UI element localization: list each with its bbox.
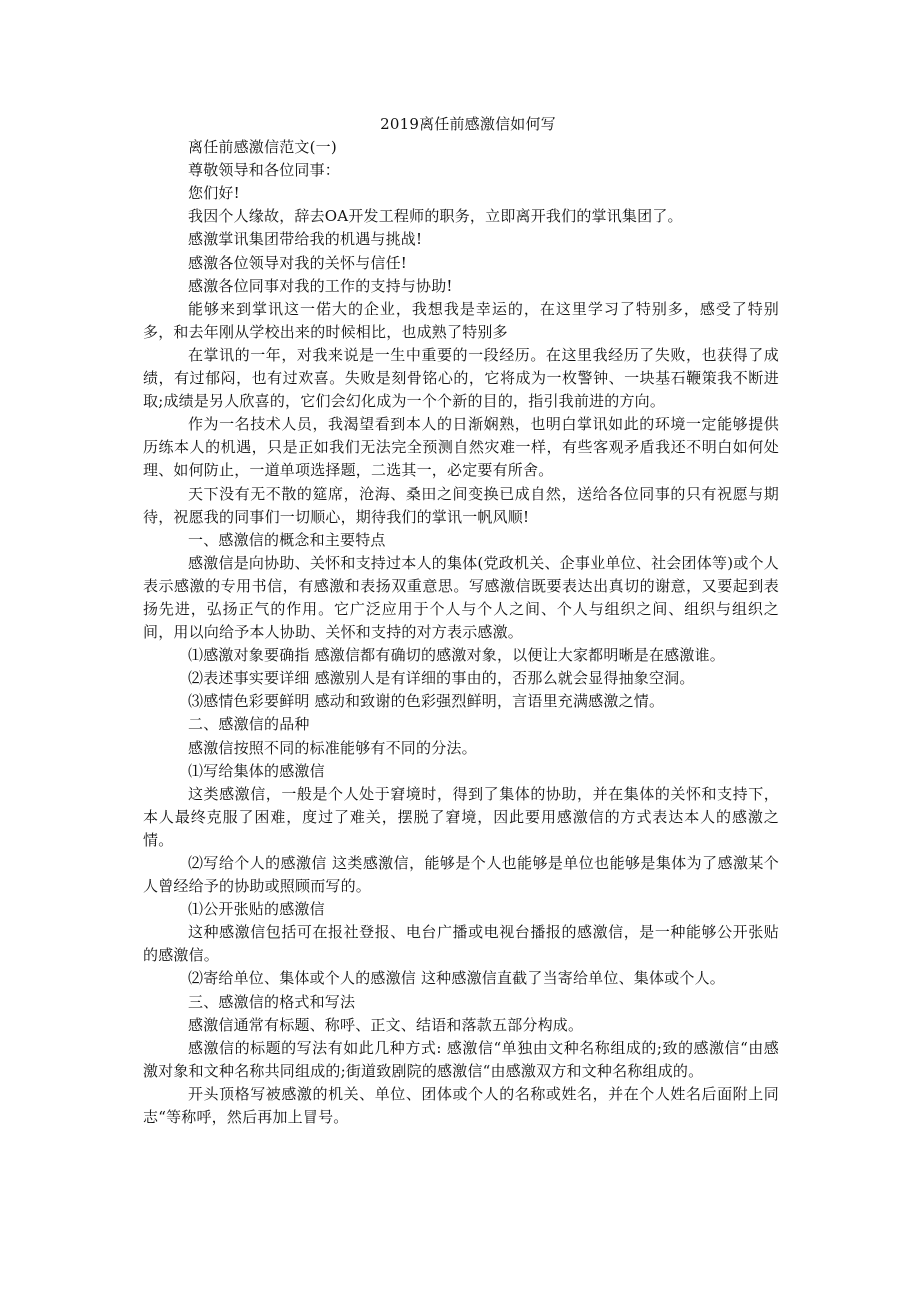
paragraph: 天下没有无不散的筵席，沧海、桑田之间变换已成自然，送给各位同事的只有祝愿与期待，祝愿我的同事们一切顺心，期待我们的掌讯一帆风顺! (143, 484, 779, 526)
list-item: ⑶感情色彩要鲜明 感动和致谢的色彩强烈鲜明，言语里充满感激之情。 (188, 692, 665, 711)
paragraph: 我因个人缘故，辞去OA开发工程师的职务，立即离开我们的掌讯集团了。 (188, 207, 683, 226)
paragraph: 能够来到掌讯这一偌大的企业，我想我是幸运的，在这里学习了特别多，感受了特别多，和去年刚从学校出来的时候相比，也成熟了特别多 (143, 299, 779, 341)
paragraph: 开头顶格写被感激的机关、单位、团体或个人的名称或姓名，并在个人姓名后面附上同志“等称呼，然后再加上冒号。 (143, 1084, 779, 1127)
paragraph: 感激信通常有标题、称呼、正文、结语和落款五部分构成。 (188, 1015, 584, 1034)
paragraph: 作为一名技术人员，我渴望看到本人的日渐娴熟，也明白掌讯如此的环境一定能够提供历练本人的机遇，只是正如我们无法完全预测自然灾难一样，有些客观矛盾我还不明白如何处理、如何防止，一道单项选择题，二选其一，必定要有所舍。 (143, 415, 779, 480)
section-heading: 三、感激信的格式和写法 (188, 992, 356, 1011)
section-heading: 二、感激信的品种 (188, 715, 310, 734)
list-item: ⑴写给集体的感激信 (188, 761, 325, 780)
list-item: ⑵表述事实要详细 感激别人是有详细的事由的，否那么就会显得抽象空洞。 (188, 669, 695, 688)
paragraph: 感激信的标题的写法有如此几种方式: 感激信“单独由文种名称组成的;致的感激信“由感激对象和文种名称共同组成的;街道致剧院的感激信“由感激双方和文种名称组成的。 (143, 1038, 779, 1080)
list-item: ⑴公开张贴的感激信 (188, 900, 325, 919)
document-title: 2019离任前感激信如何写 (380, 115, 556, 133)
paragraph: 感激信是向协助、关怀和支持过本人的集体(党政机关、企事业单位、社会团体等)或个人表示感激的专用书信，有感激和表扬双重意思。写感激信既要表达出真切的谢意，又要起到表扬先进，弘扬正气的作用。它广泛应用于个人与个人之间、个人与组织之间、组织与组织之间，用以向给予本人协助、关怀和支持的对方表示感激。 (143, 553, 779, 642)
list-item: ⑴感激对象要确指 感激信都有确切的感激对象，以便让大家都明晰是在感激谁。 (188, 646, 725, 665)
paragraph: 感激各位同事对我的工作的支持与协助! (188, 276, 453, 295)
paragraph: 感激各位领导对我的关怀与信任! (188, 253, 408, 272)
document-body (143, 113, 779, 1129)
paragraph: 感激掌讯集团带给我的机遇与挑战! (188, 230, 423, 249)
paragraph: 尊敬领导和各位同事： (188, 161, 341, 180)
section-heading: 一、感激信的概念和主要特点 (188, 530, 386, 549)
list-item: ⑵寄给单位、集体或个人的感激信 这种感激信直截了当寄给单位、集体或个人。 (188, 969, 725, 988)
paragraph: 在掌讯的一年，对我来说是一生中重要的一段经历。在这里我经历了失败，也获得了成绩，有过郁闷，也有过欢喜。失败是刻骨铭心的，它将成为一枚警钟、一块基石鞭策我不断进取;成绩是另人欣喜的，它们会幻化成为一个个新的目的，指引我前进的方向。 (143, 345, 779, 411)
paragraph: 这类感激信，一般是个人处于窘境时，得到了集体的协助，并在集体的关怀和支持下，本人最终克服了困难，度过了难关，摆脱了窘境，因此要用感激信的方式表达本人的感激之情。 (143, 784, 779, 849)
paragraph: 您们好! (188, 184, 240, 203)
paragraph: 这种感激信包括可在报社登报、电台广播或电视台播报的感激信，是一种能够公开张贴的感激信。 (143, 923, 779, 965)
paragraph: 感激信按照不同的标准能够有不同的分法。 (188, 738, 477, 757)
paragraph: 离任前感激信范文(一) (188, 138, 337, 157)
list-item: ⑵写给个人的感激信 这类感激信，能够是个人也能够是单位也能够是集体为了感激某个人曾经给予的协助或照顾而写的。 (143, 854, 779, 896)
